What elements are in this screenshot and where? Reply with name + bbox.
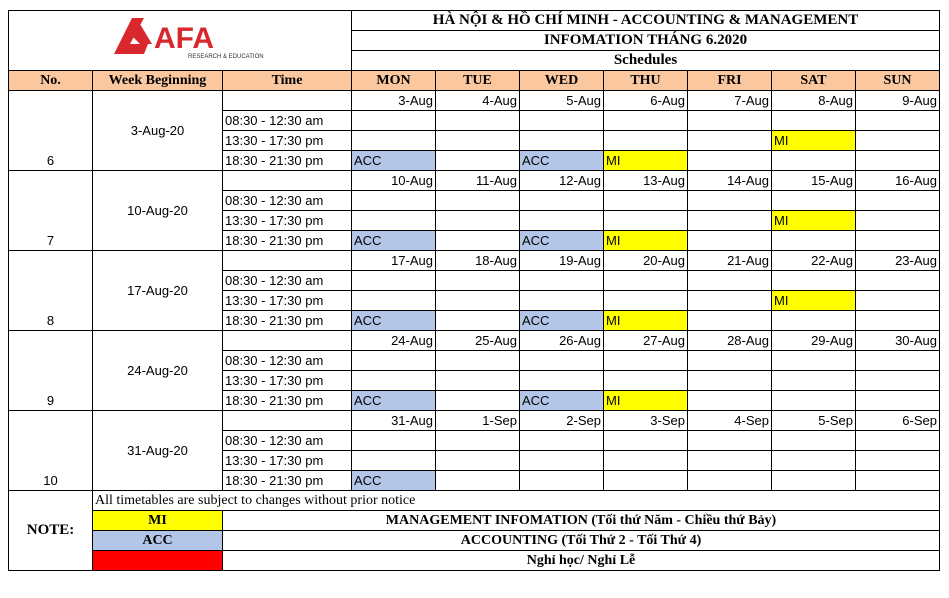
slot-cell-fri[interactable] <box>688 431 772 451</box>
col-header-wed[interactable]: WED <box>520 71 604 91</box>
legend-desc-holiday[interactable]: Nghỉ học/ Nghỉ Lễ <box>223 551 940 571</box>
week-beginning-cell[interactable]: 17-Aug-20 <box>93 251 223 331</box>
slot-cell-sun[interactable] <box>856 231 940 251</box>
date-cell-wed[interactable]: 12-Aug <box>520 171 604 191</box>
slot-cell-sun[interactable] <box>856 451 940 471</box>
class-cell-mi[interactable]: MI <box>604 231 688 251</box>
slot-cell-fri[interactable] <box>688 151 772 171</box>
date-cell-sun[interactable]: 23-Aug <box>856 251 940 271</box>
slot-cell-fri[interactable] <box>688 211 772 231</box>
slot-cell-sat[interactable] <box>772 451 856 471</box>
date-cell-tue[interactable]: 11-Aug <box>436 171 520 191</box>
week-beginning-cell[interactable]: 24-Aug-20 <box>93 331 223 411</box>
time-slot-cell[interactable]: 13:30 - 17:30 pm <box>223 291 352 311</box>
slot-cell-mon[interactable] <box>352 131 436 151</box>
time-cell-blank[interactable] <box>223 331 352 351</box>
date-cell-wed[interactable]: 2-Sep <box>520 411 604 431</box>
slot-cell-mon[interactable] <box>352 371 436 391</box>
slot-cell-thu[interactable] <box>604 291 688 311</box>
slot-cell-fri[interactable] <box>688 271 772 291</box>
date-cell-mon[interactable]: 31-Aug <box>352 411 436 431</box>
date-cell-sat[interactable]: 22-Aug <box>772 251 856 271</box>
slot-cell-tue[interactable] <box>436 471 520 491</box>
col-header-no[interactable]: No. <box>9 71 93 91</box>
slot-cell-sat[interactable] <box>772 431 856 451</box>
time-slot-cell[interactable]: 08:30 - 12:30 am <box>223 431 352 451</box>
slot-cell-fri[interactable] <box>688 191 772 211</box>
col-header-week[interactable]: Week Beginning <box>93 71 223 91</box>
week-row <box>9 331 940 351</box>
date-cell-sat[interactable]: 15-Aug <box>772 171 856 191</box>
class-cell-acc[interactable]: ACC <box>520 311 604 331</box>
slot-cell-wed[interactable] <box>520 111 604 131</box>
date-cell-tue[interactable]: 25-Aug <box>436 331 520 351</box>
date-cell-thu[interactable]: 3-Sep <box>604 411 688 431</box>
slot-cell-tue[interactable] <box>436 431 520 451</box>
slot-cell-thu[interactable] <box>604 131 688 151</box>
date-cell-wed[interactable]: 19-Aug <box>520 251 604 271</box>
note-disclaimer[interactable]: All timetables are subject to changes without prior notice <box>93 491 940 511</box>
class-cell-acc[interactable]: ACC <box>520 231 604 251</box>
date-cell-wed[interactable]: 5-Aug <box>520 91 604 111</box>
slot-cell-wed[interactable] <box>520 291 604 311</box>
slot-cell-mon[interactable] <box>352 451 436 471</box>
date-cell-tue[interactable]: 18-Aug <box>436 251 520 271</box>
slot-cell-fri[interactable] <box>688 371 772 391</box>
time-slot-cell[interactable]: 18:30 - 21:30 pm <box>223 231 352 251</box>
slot-cell-wed[interactable] <box>520 131 604 151</box>
class-cell-mi[interactable]: MI <box>604 311 688 331</box>
slot-cell-mon[interactable] <box>352 271 436 291</box>
week-number-cell[interactable]: 9 <box>9 331 93 411</box>
date-cell-thu[interactable]: 13-Aug <box>604 171 688 191</box>
slot-cell-wed[interactable] <box>520 471 604 491</box>
week-number-cell[interactable]: 7 <box>9 171 93 251</box>
slot-cell-sun[interactable] <box>856 351 940 371</box>
slot-cell-sat[interactable] <box>772 271 856 291</box>
date-cell-sun[interactable]: 9-Aug <box>856 91 940 111</box>
date-cell-wed[interactable]: 26-Aug <box>520 331 604 351</box>
slot-cell-sat[interactable] <box>772 391 856 411</box>
slot-cell-thu[interactable] <box>604 271 688 291</box>
class-cell-mi[interactable]: MI <box>772 291 856 311</box>
slot-cell-thu[interactable] <box>604 471 688 491</box>
time-slot-cell[interactable]: 08:30 - 12:30 am <box>223 271 352 291</box>
class-cell-acc[interactable]: ACC <box>520 151 604 171</box>
slot-cell-sun[interactable] <box>856 471 940 491</box>
time-slot-cell[interactable]: 13:30 - 17:30 pm <box>223 451 352 471</box>
slot-cell-fri[interactable] <box>688 351 772 371</box>
slot-cell-thu[interactable] <box>604 451 688 471</box>
slot-cell-fri[interactable] <box>688 311 772 331</box>
date-cell-sun[interactable]: 30-Aug <box>856 331 940 351</box>
slot-cell-fri[interactable] <box>688 451 772 471</box>
slot-cell-wed[interactable] <box>520 191 604 211</box>
slot-cell-mon[interactable] <box>352 211 436 231</box>
legend-swatch-acc[interactable]: ACC <box>93 531 223 551</box>
time-slot-cell[interactable]: 08:30 - 12:30 am <box>223 111 352 131</box>
slot-cell-sun[interactable] <box>856 311 940 331</box>
date-cell-mon[interactable]: 10-Aug <box>352 171 436 191</box>
logo-tagline: RESEARCH & EDUCATION <box>188 54 264 60</box>
slot-cell-sat[interactable] <box>772 471 856 491</box>
slot-cell-sun[interactable] <box>856 191 940 211</box>
week-beginning-cell[interactable]: 10-Aug-20 <box>93 171 223 251</box>
date-cell-thu[interactable]: 27-Aug <box>604 331 688 351</box>
slot-cell-sat[interactable] <box>772 351 856 371</box>
week-number-cell[interactable]: 8 <box>9 251 93 331</box>
time-slot-cell[interactable]: 18:30 - 21:30 pm <box>223 391 352 411</box>
schedule-sheet <box>8 10 940 571</box>
class-cell-acc[interactable]: ACC <box>520 391 604 411</box>
date-cell-fri[interactable]: 14-Aug <box>688 171 772 191</box>
date-cell-fri[interactable]: 28-Aug <box>688 331 772 351</box>
slot-cell-thu[interactable] <box>604 111 688 131</box>
sheet-title-line2: INFOMATION THÁNG 6.2020 <box>352 31 940 51</box>
time-slot-cell[interactable]: 13:30 - 17:30 pm <box>223 211 352 231</box>
time-cell-blank[interactable] <box>223 91 352 111</box>
date-cell-sat[interactable]: 5-Sep <box>772 411 856 431</box>
week-beginning-cell[interactable]: 31-Aug-20 <box>93 411 223 491</box>
class-cell-acc[interactable]: ACC <box>352 231 436 251</box>
class-cell-acc[interactable]: ACC <box>352 471 436 491</box>
week-row <box>9 171 940 191</box>
slot-cell-tue[interactable] <box>436 151 520 171</box>
class-cell-mi[interactable]: MI <box>604 391 688 411</box>
slot-cell-tue[interactable] <box>436 111 520 131</box>
date-cell-fri[interactable]: 21-Aug <box>688 251 772 271</box>
slot-cell-wed[interactable] <box>520 371 604 391</box>
legend-swatch-holiday[interactable] <box>93 551 223 571</box>
col-header-fri[interactable]: FRI <box>688 71 772 91</box>
slot-cell-tue[interactable] <box>436 291 520 311</box>
date-cell-mon[interactable]: 24-Aug <box>352 331 436 351</box>
note-label: NOTE: <box>9 491 93 571</box>
time-cell-blank[interactable] <box>223 251 352 271</box>
class-cell-acc[interactable]: ACC <box>352 391 436 411</box>
time-slot-cell[interactable]: 18:30 - 21:30 pm <box>223 311 352 331</box>
slot-cell-sun[interactable] <box>856 131 940 151</box>
slot-cell-mon[interactable] <box>352 431 436 451</box>
week-row <box>9 411 940 431</box>
time-slot-cell[interactable]: 08:30 - 12:30 am <box>223 351 352 371</box>
time-slot-cell[interactable]: 08:30 - 12:30 am <box>223 191 352 211</box>
date-cell-thu[interactable]: 20-Aug <box>604 251 688 271</box>
slot-cell-tue[interactable] <box>436 131 520 151</box>
class-cell-mi[interactable]: MI <box>772 131 856 151</box>
week-beginning-cell[interactable]: 3-Aug-20 <box>93 91 223 171</box>
sheet-title-line1: HÀ NỘI & HỒ CHÍ MINH - ACCOUNTING & MANAGEMENT <box>352 11 940 31</box>
date-cell-thu[interactable]: 6-Aug <box>604 91 688 111</box>
date-cell-mon[interactable]: 17-Aug <box>352 251 436 271</box>
slot-cell-sat[interactable] <box>772 371 856 391</box>
slot-cell-sun[interactable] <box>856 151 940 171</box>
date-cell-sat[interactable]: 8-Aug <box>772 91 856 111</box>
col-header-thu[interactable]: THU <box>604 71 688 91</box>
time-slot-cell[interactable]: 13:30 - 17:30 pm <box>223 371 352 391</box>
slot-cell-thu[interactable] <box>604 211 688 231</box>
slot-cell-mon[interactable] <box>352 191 436 211</box>
slot-cell-tue[interactable] <box>436 451 520 471</box>
afa-logo-icon <box>110 14 264 62</box>
date-cell-sun[interactable]: 16-Aug <box>856 171 940 191</box>
date-cell-fri[interactable]: 4-Sep <box>688 411 772 431</box>
time-slot-cell[interactable]: 13:30 - 17:30 pm <box>223 131 352 151</box>
week-row <box>9 251 940 271</box>
class-cell-acc[interactable]: ACC <box>352 311 436 331</box>
date-cell-fri[interactable]: 7-Aug <box>688 91 772 111</box>
slot-cell-sun[interactable] <box>856 291 940 311</box>
class-cell-mi[interactable]: MI <box>772 211 856 231</box>
slot-cell-sun[interactable] <box>856 371 940 391</box>
slot-cell-sat[interactable] <box>772 151 856 171</box>
legend-swatch-mi[interactable]: MI <box>93 511 223 531</box>
slot-cell-tue[interactable] <box>436 211 520 231</box>
slot-cell-sun[interactable] <box>856 211 940 231</box>
week-number-cell[interactable]: 6 <box>9 91 93 171</box>
slot-cell-fri[interactable] <box>688 231 772 251</box>
slot-cell-mon[interactable] <box>352 111 436 131</box>
slot-cell-wed[interactable] <box>520 271 604 291</box>
week-number-cell[interactable]: 10 <box>9 411 93 491</box>
slot-cell-thu[interactable] <box>604 351 688 371</box>
col-header-sun[interactable]: SUN <box>856 71 940 91</box>
date-cell-mon[interactable]: 3-Aug <box>352 91 436 111</box>
slot-cell-thu[interactable] <box>604 431 688 451</box>
legend-desc-acc[interactable]: ACCOUNTING (Tối Thứ 2 - Tối Thứ 4) <box>223 531 940 551</box>
slot-cell-sun[interactable] <box>856 431 940 451</box>
slot-cell-wed[interactable] <box>520 451 604 471</box>
slot-cell-sat[interactable] <box>772 111 856 131</box>
slot-cell-thu[interactable] <box>604 371 688 391</box>
col-header-time[interactable]: Time <box>223 71 352 91</box>
slot-cell-tue[interactable] <box>436 351 520 371</box>
class-cell-mi[interactable]: MI <box>604 151 688 171</box>
slot-cell-sat[interactable] <box>772 191 856 211</box>
legend-desc-mi[interactable]: MANAGEMENT INFOMATION (Tối thứ Năm - Chiều thứ Bảy) <box>223 511 940 531</box>
slot-cell-fri[interactable] <box>688 471 772 491</box>
slot-cell-mon[interactable] <box>352 291 436 311</box>
slot-cell-tue[interactable] <box>436 371 520 391</box>
logo-text: AFA <box>154 22 214 55</box>
class-cell-acc[interactable]: ACC <box>352 151 436 171</box>
slot-cell-sun[interactable] <box>856 391 940 411</box>
slot-cell-wed[interactable] <box>520 351 604 371</box>
slot-cell-wed[interactable] <box>520 431 604 451</box>
slot-cell-sat[interactable] <box>772 231 856 251</box>
slot-cell-fri[interactable] <box>688 391 772 411</box>
slot-cell-tue[interactable] <box>436 191 520 211</box>
time-slot-cell[interactable]: 18:30 - 21:30 pm <box>223 151 352 171</box>
slot-cell-fri[interactable] <box>688 131 772 151</box>
date-cell-sat[interactable]: 29-Aug <box>772 331 856 351</box>
slot-cell-sun[interactable] <box>856 111 940 131</box>
slot-cell-sat[interactable] <box>772 311 856 331</box>
slot-cell-wed[interactable] <box>520 211 604 231</box>
slot-cell-tue[interactable] <box>436 311 520 331</box>
date-cell-tue[interactable]: 1-Sep <box>436 411 520 431</box>
week-row <box>9 91 940 111</box>
col-header-sat[interactable]: SAT <box>772 71 856 91</box>
time-slot-cell[interactable]: 18:30 - 21:30 pm <box>223 471 352 491</box>
slot-cell-tue[interactable] <box>436 231 520 251</box>
time-cell-blank[interactable] <box>223 171 352 191</box>
slot-cell-sun[interactable] <box>856 271 940 291</box>
slot-cell-tue[interactable] <box>436 391 520 411</box>
slot-cell-fri[interactable] <box>688 291 772 311</box>
logo-cell <box>9 11 352 71</box>
col-header-mon[interactable]: MON <box>352 71 436 91</box>
slot-cell-tue[interactable] <box>436 271 520 291</box>
sheet-subtitle: Schedules <box>352 51 940 71</box>
slot-cell-fri[interactable] <box>688 111 772 131</box>
date-cell-sun[interactable]: 6-Sep <box>856 411 940 431</box>
slot-cell-mon[interactable] <box>352 351 436 371</box>
time-cell-blank[interactable] <box>223 411 352 431</box>
col-header-tue[interactable]: TUE <box>436 71 520 91</box>
slot-cell-thu[interactable] <box>604 191 688 211</box>
date-cell-tue[interactable]: 4-Aug <box>436 91 520 111</box>
